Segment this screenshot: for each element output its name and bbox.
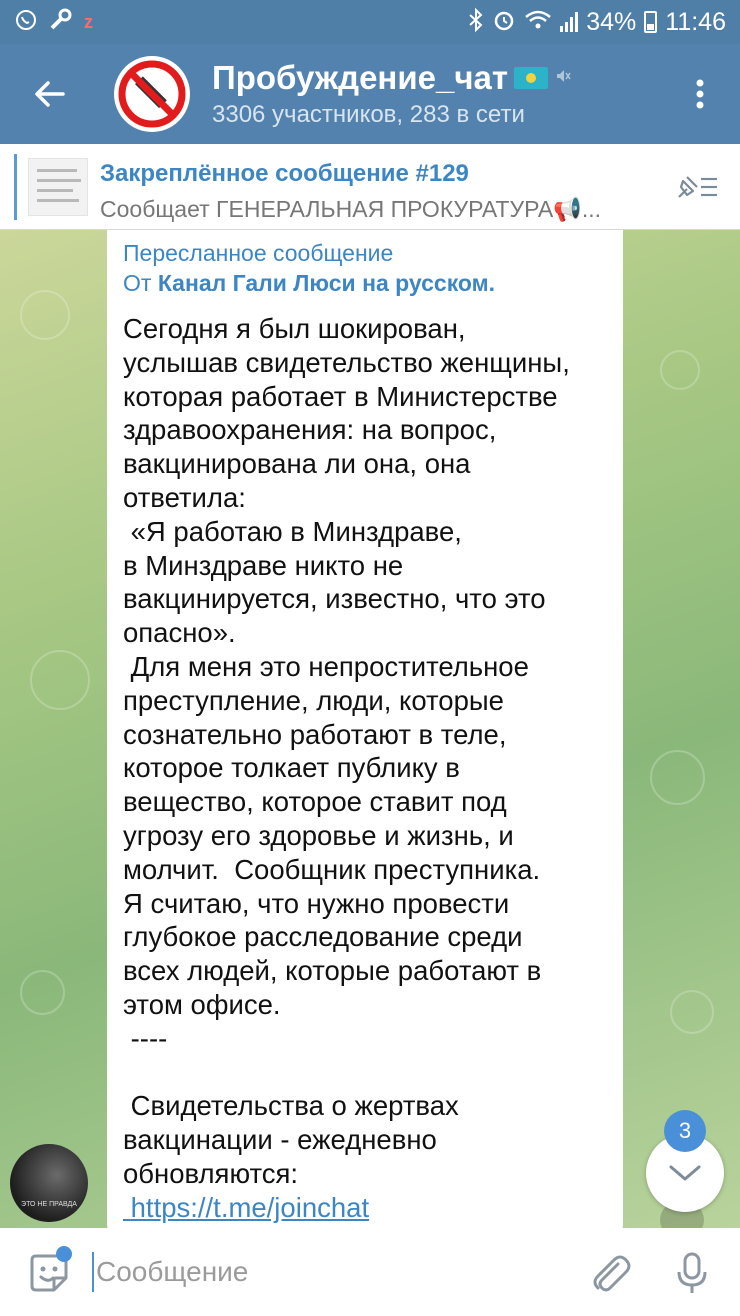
sleep-icon: z <box>84 11 93 32</box>
more-options-button[interactable] <box>660 44 740 144</box>
invite-link[interactable]: https://t.me/joinchat <box>130 1191 370 1223</box>
message-text: Сегодня я был шокирован, услышав свидетельство женщины, которая работает в Министерстве здравоохранения: на вопрос, вакцинирована ли она, она ответила: «Я работаю в Минздраве, в Минздраве никто не вакцинируется, известно, что это опасно». Для меня это непростительное преступление, люди, которые сознательно работают в теле, которое толкает публику в вещество, которое ставит под угрозу его здоровье и жизнь, и молчит. Сообщник преступника. Я считаю, что нужно провести глубокое расследование среди всех людей, которые работают в этом офисе. ---- Свидетельства о жертвах вакцинации - ежедневно обновляются: <box>123 313 570 1189</box>
chat-avatar[interactable] <box>114 56 190 132</box>
bluetooth-icon <box>468 8 484 36</box>
pinned-title: Закреплённое сообщение #129 <box>100 160 469 187</box>
pinned-list-button[interactable] <box>672 164 722 210</box>
background-doodle <box>20 970 65 1015</box>
whatsapp-icon <box>14 8 38 36</box>
pinned-thumbnail <box>28 158 88 216</box>
wrench-icon <box>48 8 74 36</box>
wifi-icon <box>524 9 552 35</box>
kazakhstan-flag-icon <box>514 67 548 89</box>
background-doodle <box>660 350 700 390</box>
text-cursor <box>92 1252 94 1292</box>
signal-icon <box>560 12 578 32</box>
chat-area[interactable] <box>0 230 740 1228</box>
pinned-indicator <box>14 154 17 220</box>
background-doodle <box>650 750 705 805</box>
chat-title: Пробуждение_чат <box>212 59 509 96</box>
battery-icon <box>644 11 657 33</box>
message-bubble[interactable] <box>107 230 623 1240</box>
microphone-icon <box>672 1250 712 1296</box>
voice-message-button[interactable] <box>672 1250 712 1296</box>
forwarded-from-prefix: От <box>123 270 158 296</box>
message-input[interactable] <box>96 1252 536 1292</box>
chevron-down-icon <box>668 1163 702 1183</box>
forwarded-from <box>123 268 607 298</box>
new-stickers-dot <box>56 1246 72 1262</box>
unread-count-badge: 3 <box>664 1110 706 1152</box>
status-bar <box>0 0 740 44</box>
background-doodle <box>670 990 714 1034</box>
alarm-icon <box>492 8 516 36</box>
background-doodle <box>20 290 70 340</box>
chat-subtitle: 3306 участников, 283 в сети <box>212 101 525 128</box>
sender-avatar[interactable] <box>10 1144 88 1222</box>
pinned-message-bar[interactable] <box>0 144 740 230</box>
pin-list-icon <box>673 171 721 203</box>
chat-header <box>0 44 740 144</box>
arrow-left-icon <box>33 79 67 109</box>
sender-avatar-caption: ЭТО НЕ ПРАВДА <box>21 1201 77 1208</box>
paperclip-icon <box>588 1250 632 1296</box>
attach-button[interactable] <box>588 1250 632 1296</box>
back-button[interactable] <box>0 44 100 144</box>
pinned-preview: Сообщает ГЕНЕРАЛЬНАЯ ПРОКУРАТУРА📢... <box>100 196 602 222</box>
muted-icon <box>554 67 572 90</box>
battery-percent: 34% <box>586 7 637 36</box>
clock: 11:46 <box>665 7 726 36</box>
message-input-bar <box>0 1228 740 1316</box>
chat-title-area[interactable] <box>212 59 660 129</box>
more-vertical-icon <box>695 78 705 110</box>
forwarded-label: Пересланное сообщение <box>123 240 394 266</box>
no-vaccine-icon <box>117 59 187 129</box>
background-doodle <box>30 650 90 710</box>
forwarded-channel-link[interactable]: Канал Гали Люси на русском. <box>157 270 496 296</box>
